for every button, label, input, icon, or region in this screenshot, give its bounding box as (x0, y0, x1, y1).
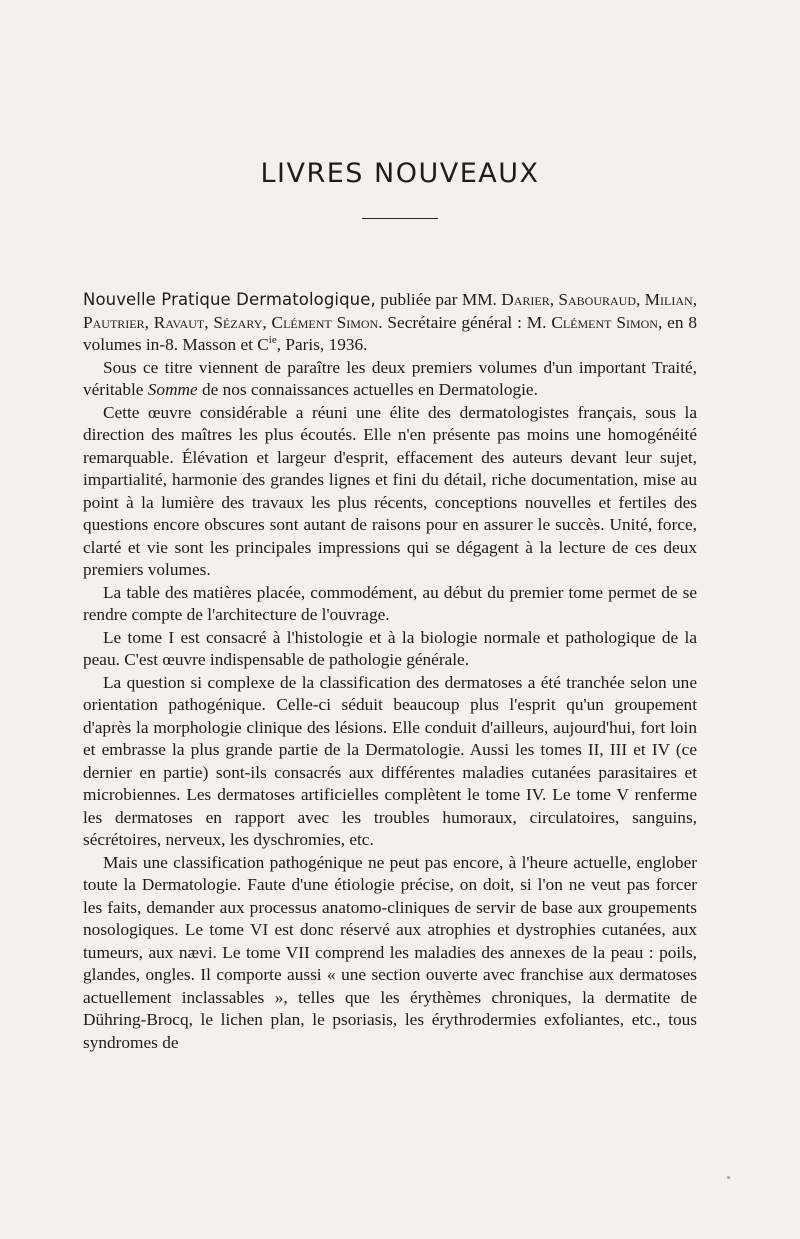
paragraph-1-italic: Somme (147, 380, 198, 399)
authors: Darier, Sabouraud, Milian, Pautrier, Ravaut, Sézary, Clément Simon (83, 290, 698, 332)
paragraph-1-text-a: Sous ce titre viennent de paraître les deux premiers volumes d'un important Traité, véritable (83, 357, 697, 399)
paragraph-3: La table des matières placée, commodément, au début du premier tome permet de se rendre compte de l'architecture de l'ouvrage. (83, 582, 697, 624)
book-title: Nouvelle Pratique Dermatologique, (83, 290, 376, 309)
secretary-intro: . Secrétaire général : M. (378, 312, 552, 332)
paragraph-1 (83, 357, 697, 402)
bibliographic-entry (83, 289, 697, 357)
publication-details-sup: ie (268, 334, 277, 347)
title-divider (362, 218, 438, 219)
paragraph-6: Mais une classification pathogénique ne peut pas encore, à l'heure actuelle, englober toute la Dermatologie. Faute d'une étiologie précise, on doit, si l'on ne veut pas forcer les faits, demander aux processus anatomo-cliniques de servir de base aux groupements nosologiques. Le tome VI est donc réservé aux atrophies et dystrophies cutanées, aux tumeurs, aux nævi. Le tome VII comprend les maladies des annexes de la peau : poils, glandes, ongles. Il comporte aussi « une section ouverte avec franchise aux dermatoses actuellement inclassables », telles que les érythèmes chroniques, la dermatite de Dühring-Brocq, le lichen plan, le psoriasis, les érythrodermies exfoliantes, etc., tous syndromes de (83, 852, 697, 1052)
paragraph-4: Le tome I est consacré à l'histologie et à la biologie normale et pathologique de la peau. C'est œuvre indispensable de pathologie générale. (83, 627, 697, 669)
secretary-name: Clément Simon (551, 312, 658, 332)
review-body (83, 289, 697, 1054)
paragraph-5: La question si complexe de la classification des dermatoses a été tranchée selon une orientation pathogénique. Celle-ci séduit beaucoup plus l'esprit qu'un groupement d'après la morphologie clinique des lésions. Elle conduit d'ailleurs, aujourd'hui, fort loin et embrasse la plus grande partie de la Dermatologie. Aussi les tomes II, III et IV (ce dernier en partie) sont-ils consacrés aux différentes maladies cutanées parasitaires et microbiennes. Les dermatoses artificielles complètent le tome IV. Le tome V renferme les dermatoses en rapport avec les troubles humoraux, circulatoires, sanguins, sécrétoires, nerveux, les dyschromies, etc. (83, 672, 697, 849)
paper-speck (727, 1176, 730, 1179)
paragraph-2: Cette œuvre considérable a réuni une élite des dermatologistes français, sous la direction des maîtres les plus écoutés. Elle n'en présente pas moins une homogénéité remarquable. Élévation et largeur d'esprit, effacement des auteurs devant leur sujet, impartialité, harmonie des grandes lignes et fini du détail, riche documentation, mise au point à la lumière des travaux les plus récents, conceptions nouvelles et fertiles des questions encore obscures sont autant de raisons pour en assurer le succès. Unité, force, clarté et vie sont les principales impressions qui se dégagent à la lecture de ces deux premiers volumes. (83, 402, 697, 579)
published-by: publiée par MM. (375, 290, 502, 309)
paragraph-1-text-b: de nos connaissances actuelles en Dermatologie. (197, 380, 538, 399)
page-title: LIVRES NOUVEAUX (260, 158, 540, 189)
publication-place-year: , Paris, 1936. (276, 335, 368, 354)
publication-details: , en 8 volumes in-8. Masson et C (83, 312, 697, 354)
